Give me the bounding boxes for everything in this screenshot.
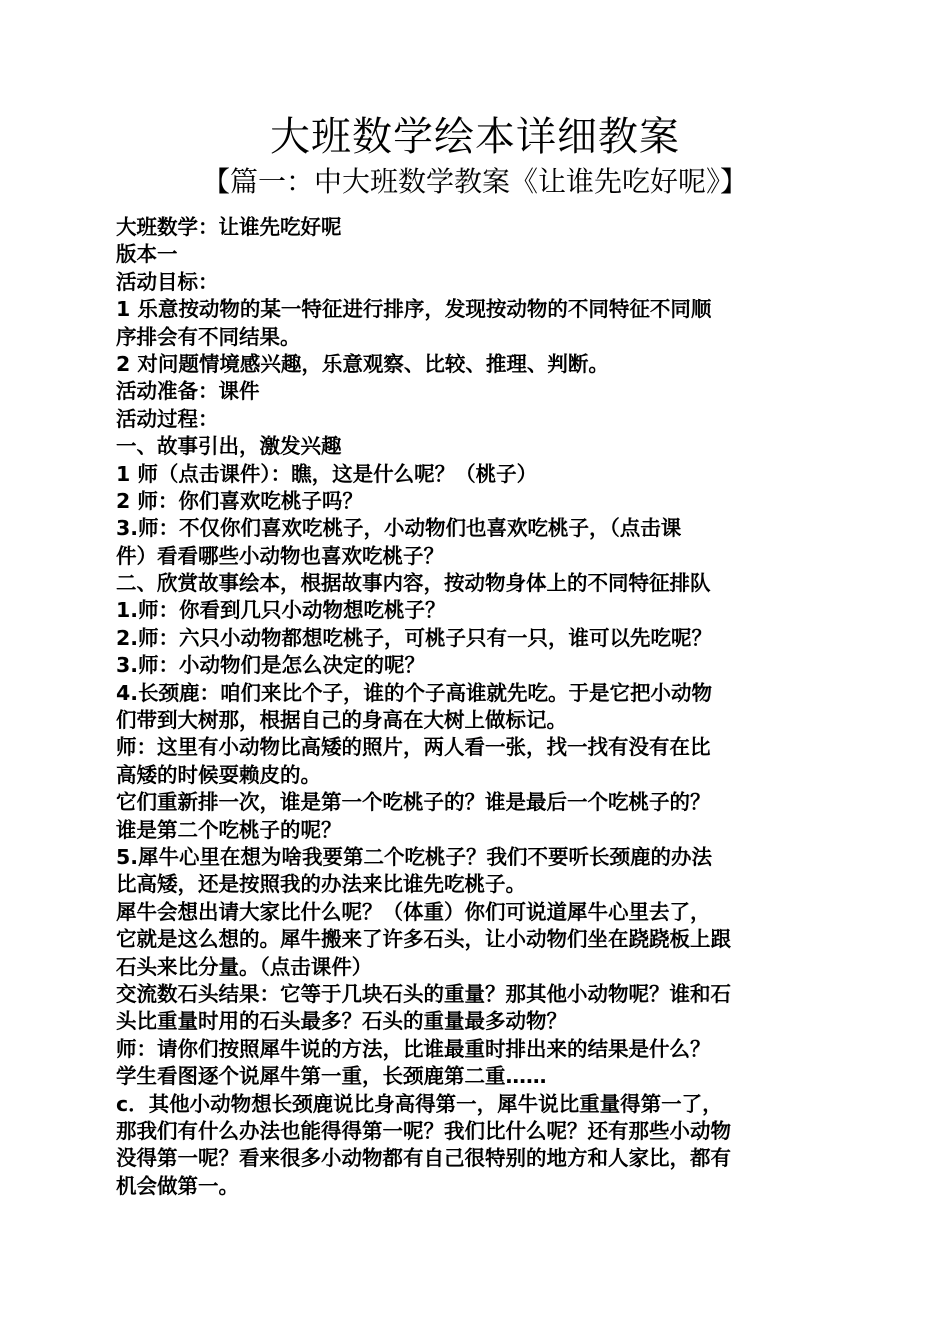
text-line: 师：这里有小动物比高矮的照片，两人看一张，找一找有没有在比 bbox=[116, 735, 711, 760]
text-line: 5.犀牛心里在想为啥我要第二个吃桃子？我们不要听长颈鹿的办法 bbox=[116, 844, 713, 869]
text-line: 二、欣赏故事绘本，根据故事内容，按动物身体上的不同特征排队 bbox=[116, 571, 711, 596]
text-line: 交流数石头结果：它等于几块石头的重量？那其他小动物呢？谁和石 bbox=[116, 981, 731, 1006]
text-line: 1.师：你看到几只小动物想吃桃子？ bbox=[116, 598, 446, 623]
text-line: 石头来比分量。（点击课件） bbox=[116, 954, 373, 979]
text-line: 们带到大树那，根据自己的身高在大树上做标记。 bbox=[116, 708, 567, 733]
text-line: 2.师：六只小动物都想吃桃子，可桃子只有一只，谁可以先吃呢？ bbox=[116, 625, 713, 650]
text-line: 2 师：你们喜欢吃桃子吗？ bbox=[116, 488, 363, 513]
text-line: 那我们有什么办法也能得得第一呢？我们比什么呢？还有那些小动物 bbox=[116, 1118, 731, 1143]
text-line: 2 对问题情境感兴趣，乐意观察、比较、推理、判断。 bbox=[116, 351, 609, 376]
text-line: 1 乐意按动物的某一特征进行排序，发现按动物的不同特征不同顺 bbox=[116, 297, 712, 322]
text-line: 活动过程： bbox=[116, 406, 219, 431]
document-subtitle: 【篇一：中大班数学教案《让谁先吃好呢》】 bbox=[201, 165, 748, 198]
text-line: 一、故事引出，激发兴趣 bbox=[116, 434, 342, 459]
text-line: 犀牛会想出请大家比什么呢？（体重）你们可说道犀牛心里去了， bbox=[116, 899, 711, 924]
text-line: 3.师：小动物们是怎么决定的呢？ bbox=[116, 653, 426, 678]
text-line: 头比重量时用的石头最多？石头的重量最多动物？ bbox=[116, 1009, 567, 1034]
text-line: 活动准备：课件 bbox=[116, 379, 260, 404]
text-line: 高矮的时候耍赖皮的。 bbox=[116, 762, 321, 787]
text-line: 谁是第二个吃桃子的呢？ bbox=[116, 817, 342, 842]
text-line: 1 师（点击课件）：瞧，这是什么呢？（桃子） bbox=[116, 461, 538, 486]
text-line: 机会做第一。 bbox=[116, 1173, 239, 1198]
text-line: 比高矮，还是按照我的办法来比谁先吃桃子。 bbox=[116, 872, 526, 897]
text-line: 学生看图逐个说犀牛第一重，长颈鹿第二重…… bbox=[116, 1064, 547, 1089]
document-body bbox=[116, 214, 838, 1200]
text-line: 4.长颈鹿：咱们来比个子，谁的个子高谁就先吃。于是它把小动物 bbox=[116, 680, 713, 705]
text-line: 3.师：不仅你们喜欢吃桃子，小动物们也喜欢吃桃子，（点击课 bbox=[116, 516, 682, 541]
text-line: 它们重新排一次，谁是第一个吃桃子的？谁是最后一个吃桃子的？ bbox=[116, 790, 711, 815]
text-line: 序排会有不同结果。 bbox=[116, 324, 301, 349]
text-line: 没得第一呢？看来很多小动物都有自己很特别的地方和人家比，都有 bbox=[116, 1146, 731, 1171]
text-line: 大班数学：让谁先吃好呢 bbox=[116, 215, 342, 239]
text-line: 活动目标： bbox=[116, 269, 219, 294]
text-line: 师：请你们按照犀牛说的方法，比谁最重时排出来的结果是什么？ bbox=[116, 1036, 711, 1061]
text-line: 它就是这么想的。犀牛搬来了许多石头，让小动物们坐在跷跷板上跟 bbox=[116, 927, 731, 952]
text-line: 件）看看哪些小动物也喜欢吃桃子？ bbox=[116, 543, 444, 568]
text-line: c．其他小动物想长颈鹿说比身高得第一，犀牛说比重量得第一了， bbox=[116, 1091, 723, 1116]
text-line: 版本一 bbox=[116, 242, 178, 267]
document-title: 大班数学绘本详细教案 bbox=[270, 114, 680, 160]
